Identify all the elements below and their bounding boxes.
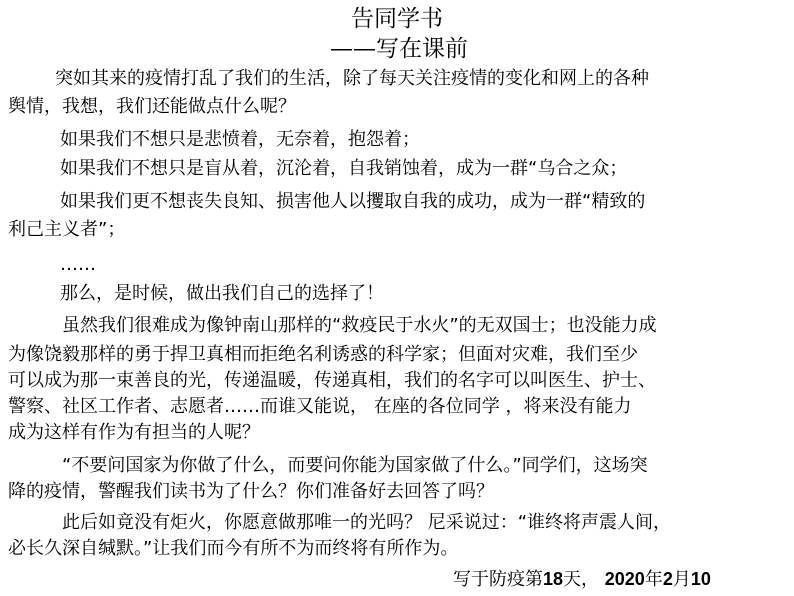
body-line: …… <box>60 254 96 275</box>
body-line: 可以成为那一束善良的光，传递温暖，传递真相，我们的名字可以叫医生、护士、 <box>8 370 656 391</box>
signature-year: 2020 <box>604 569 645 589</box>
signature-month-suffix: 月 <box>672 569 691 590</box>
body-line: 突如其来的疫情打乱了我们的生活，除了每天关注疫情的变化和网上的各种 <box>55 68 649 89</box>
body-line: 警察、社区工作者、志愿者……而谁又能说， 在座的各位同学 ，将来没有能力 <box>8 396 632 417</box>
body-line: 必长久深自缄默。”让我们而今有所不为而终将有所作为。 <box>8 538 459 559</box>
body-line: 此后如竟没有炬火，你愿意做那唯一的光吗？ 尼采说过：“谁终将声震人间， <box>62 512 672 533</box>
signature-day: 18 <box>543 569 564 589</box>
body-line: “不要问国家为你做了什么，而要问你能为国家做了什么。”同学们，这场突 <box>62 455 648 476</box>
body-line: 为像饶毅那样的勇于捍卫真相而拒绝名利诱惑的科学家；但面对灾难，我们至少 <box>8 344 638 365</box>
body-line: 那么，是时候，做出我们自己的选择了！ <box>60 283 384 304</box>
signature-date: 10 <box>690 569 711 589</box>
body-line: 舆情，我想，我们还能做点什么呢？ <box>8 96 296 117</box>
signature-prefix: 写于防疫第 <box>453 569 543 590</box>
body-line: 如果我们更不想丧失良知、损害他人以攫取自我的成功，成为一群“精致的 <box>60 191 646 212</box>
body-line: 降的疫情，警醒我们读书为了什么？你们准备好去回答了吗？ <box>8 481 494 502</box>
body-line: 如果我们不想只是悲愤着，无奈着，抱怨着； <box>60 129 420 150</box>
document-subtitle: ——写在课前 <box>330 36 468 62</box>
body-line: 利己主义者”； <box>8 219 126 240</box>
signature-month: 2 <box>662 569 673 589</box>
signature-year-suffix: 年 <box>644 569 663 590</box>
signature-day-suffix: 天， <box>563 569 600 590</box>
body-line: 如果我们不想只是盲从着，沉沦着，自我销蚀着，成为一群“乌合之众； <box>60 158 628 179</box>
body-line: 成为这样有作为有担当的人呢？ <box>8 422 260 443</box>
document-signature <box>453 566 711 593</box>
document-title: 告同学书 <box>351 6 443 32</box>
body-line: 虽然我们很难成为像钟南山那样的“救疫民于水火”的无双国士；也没能力成 <box>62 315 657 336</box>
